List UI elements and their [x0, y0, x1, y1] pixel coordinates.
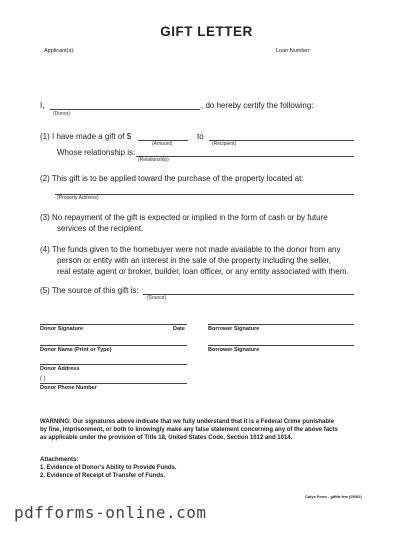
phone-area-code[interactable]: ( ): [40, 376, 46, 382]
borrower-signature-line-2[interactable]: [208, 345, 354, 346]
item4-line3: real estate agent or broker, builder, loan officer, or any entity associated with them.: [57, 267, 349, 276]
donor-name-label: Donor Name (Print or Type): [40, 347, 112, 353]
item4-line2: person or entity with an interest in the sale of the property including the seller,: [57, 256, 331, 265]
donor-name-line[interactable]: [50, 109, 200, 110]
warning-line3: as applicable under the provision of Title 18, United States Code, Section 1012 and 1014.: [40, 435, 293, 441]
attachment-item-2: 2. Evidence of Receipt of Transfer of Funds.: [40, 473, 166, 479]
attachments-heading: Attachments:: [40, 457, 79, 463]
item3-line2: services of the recipient.: [57, 224, 144, 233]
item3-line1: (3) No repayment of the gift is expected or implied in the form of cash or by future: [40, 213, 328, 222]
recipient-caption: (Recipient): [212, 141, 237, 147]
applicants-label: Applicant(s):: [44, 48, 75, 54]
certify-text: , do hereby certify the following:: [201, 101, 314, 110]
item1-text: (1) I have made a gift of $: [40, 132, 132, 141]
to-text: to: [197, 132, 204, 141]
warning-line1: WARNING: Our signatures above indicate that we fully understand that it is a Federal Crime punishable: [40, 419, 335, 425]
borrower-signature-label-2: Borrower Signature: [208, 347, 260, 353]
source-line[interactable]: [143, 294, 354, 295]
watermark: pdfforms-online.com: [14, 503, 207, 522]
date-label: Date: [173, 326, 185, 332]
page-title: GIFT LETTER: [160, 24, 253, 39]
warning-line2: by fine, imprisonment, or both to knowingly make any false statement concerning any of the above facts: [40, 427, 338, 433]
relationship-text: Whose relationship is:: [57, 148, 136, 157]
item5-text: (5) The source of this gift is:: [40, 286, 139, 295]
donor-address-label: Donor Address: [40, 366, 80, 372]
donor-signature-line[interactable]: [40, 324, 187, 325]
borrower-signature-label-1: Borrower Signature: [208, 326, 260, 332]
borrower-signature-line-1[interactable]: [208, 324, 354, 325]
loan-number-label: Loan Number:: [276, 48, 311, 54]
i-prefix: I,: [40, 101, 45, 110]
attachment-item-1: 1. Evidence of Donor's Ability to Provide Funds.: [40, 465, 177, 471]
donor-signature-label: Donor Signature: [40, 326, 84, 332]
amount-caption: (Amount): [152, 141, 173, 147]
form-id: Calyx Form - giftltr.frm (05/02): [305, 494, 362, 499]
donor-address-line[interactable]: [40, 364, 187, 365]
donor-caption: (Donor): [53, 111, 70, 117]
item4-line1: (4) The funds given to the homebuyer were not made available to the donor from any: [40, 245, 341, 254]
donor-name-print-line[interactable]: [40, 345, 187, 346]
address-caption: (Property Address): [57, 195, 99, 201]
donor-phone-line[interactable]: [40, 383, 187, 384]
property-address-line[interactable]: [55, 194, 354, 195]
item2-text: (2) This gift is to be applied toward the purchase of the property located at:: [40, 174, 304, 183]
relationship-caption: (Relationship): [138, 157, 169, 163]
donor-phone-label: Donor Phone Number: [40, 385, 97, 391]
source-caption: (Source): [147, 295, 167, 301]
